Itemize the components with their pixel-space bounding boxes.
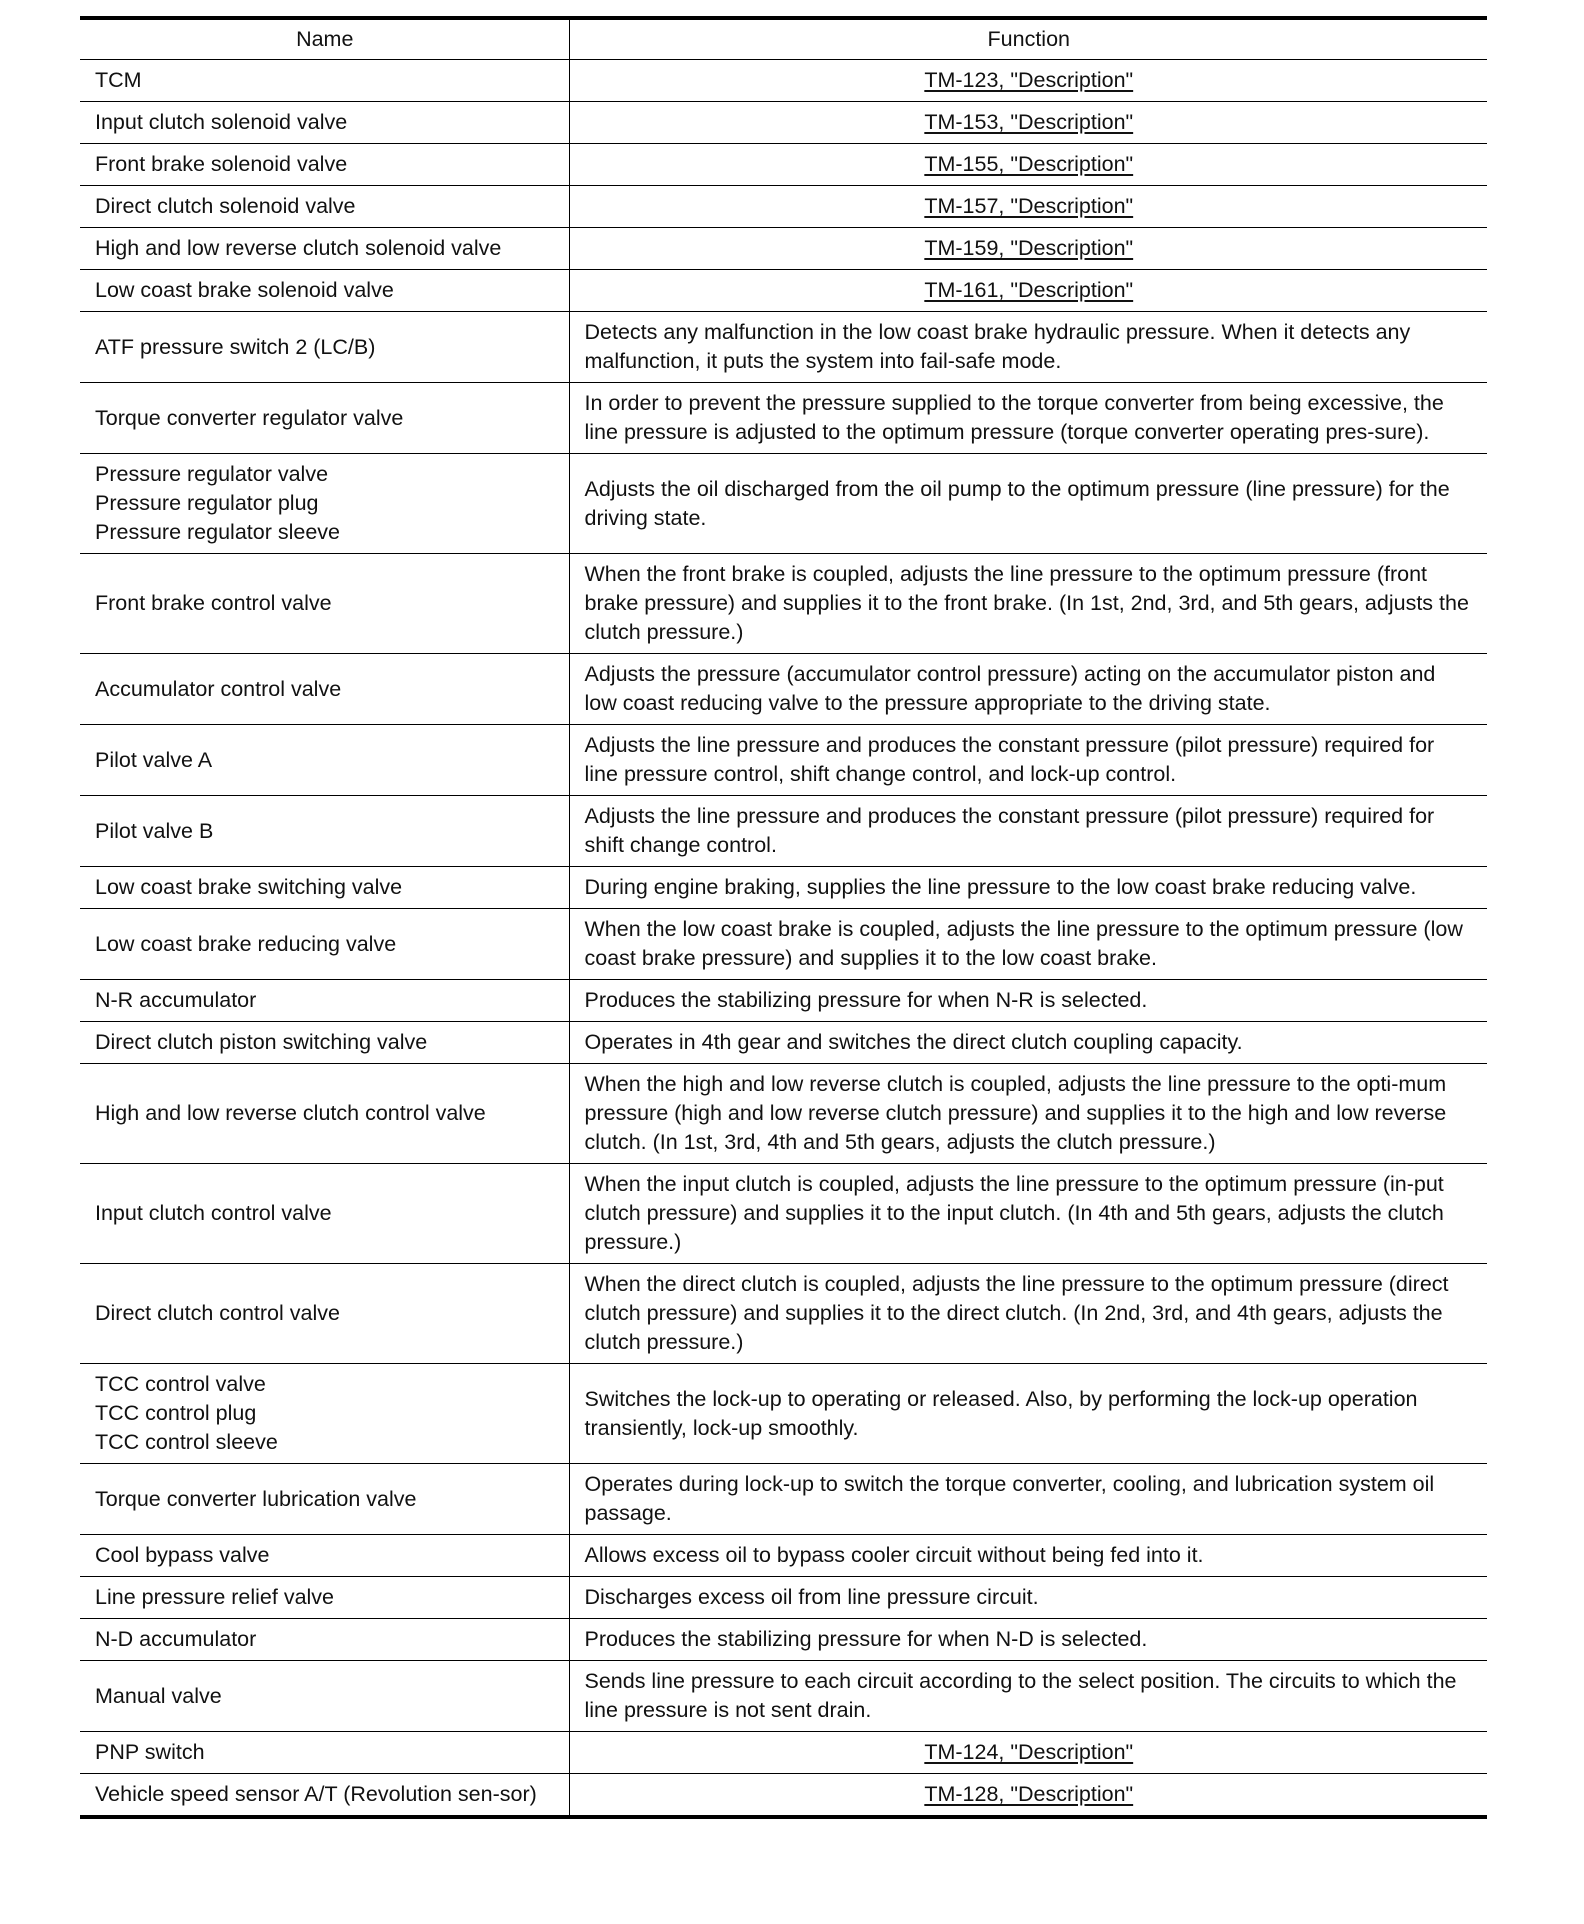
table-row <box>80 1464 1487 1535</box>
table-row <box>80 554 1487 654</box>
component-name-cell <box>80 1164 569 1264</box>
component-name: Low coast brake switching valve <box>95 875 403 899</box>
component-function-cell <box>569 796 1487 867</box>
component-name: Torque converter regulator valve <box>95 405 404 430</box>
table-row <box>80 1619 1487 1661</box>
component-name: Input clutch control valve <box>95 1201 332 1225</box>
reference-link[interactable]: TM-155, "Description" <box>924 152 1134 176</box>
table-row <box>80 144 1487 186</box>
header-name: Name <box>80 18 569 60</box>
component-function-cell <box>569 144 1487 186</box>
component-function: Detects any malfunction in the low coast brake hydraulic pressure. When it detects any malfunction, it puts the system into fail-safe mode. <box>584 320 1411 373</box>
component-name: PNP switch <box>95 1740 205 1764</box>
component-function-cell <box>569 186 1487 228</box>
table-row <box>80 60 1487 102</box>
component-function: Adjusts the line pressure and produces the constant pressure (pilot pressure) required for shift change control. <box>584 804 1435 857</box>
table-row <box>80 1364 1487 1464</box>
component-function: Adjusts the line pressure and produces the constant pressure (pilot pressure) required for line pressure control, shift change control, and lock-up control. <box>584 733 1435 786</box>
component-name-cell <box>80 867 569 909</box>
component-name: Direct clutch solenoid valve <box>95 194 356 218</box>
table-row <box>80 1164 1487 1264</box>
component-function-table <box>80 16 1487 1819</box>
component-function: When the input clutch is coupled, adjusts the line pressure to the optimum pressure (in-put clutch pressure) and supplies it to the input clutch. (In 4th and 5th gears, adjusts the clutch pressure.) <box>584 1172 1444 1254</box>
component-name-cell <box>80 654 569 725</box>
component-name: Pilot valve B <box>95 818 214 843</box>
component-function-cell <box>569 1064 1487 1164</box>
component-function-cell <box>569 1464 1487 1535</box>
component-function: Operates during lock-up to switch the torque converter, cooling, and lubrication system oil passage. <box>584 1472 1435 1525</box>
component-name-cell <box>80 144 569 186</box>
component-name-cell <box>80 1364 569 1464</box>
component-function: Adjusts the pressure (accumulator control pressure) acting on the accumulator piston and low coast reducing valve to the pressure appropriate to the driving state. <box>584 662 1436 715</box>
table-row <box>80 867 1487 909</box>
component-function-cell <box>569 1164 1487 1264</box>
table-row <box>80 1732 1487 1774</box>
component-name: TCM <box>95 68 142 92</box>
component-name: Low coast brake solenoid valve <box>95 278 394 302</box>
table-row <box>80 796 1487 867</box>
component-name-cell <box>80 1535 569 1577</box>
component-name: Low coast brake reducing valve <box>95 931 397 956</box>
component-function-cell <box>569 228 1487 270</box>
component-function: In order to prevent the pressure supplied to the torque converter from being excessive, the line pressure is adjusted to the optimum pressure (torque converter operating pres-sure). <box>584 391 1444 444</box>
component-name-cell <box>80 725 569 796</box>
reference-link[interactable]: TM-159, "Description" <box>924 236 1134 260</box>
component-function-cell <box>569 312 1487 383</box>
table-row <box>80 1774 1487 1818</box>
component-function-cell <box>569 60 1487 102</box>
component-name-cell <box>80 312 569 383</box>
component-name-cell <box>80 1577 569 1619</box>
component-function: Adjusts the oil discharged from the oil pump to the optimum pressure (line pressure) for the driving state. <box>584 476 1450 530</box>
component-name: Cool bypass valve <box>95 1543 270 1567</box>
component-name-cell <box>80 796 569 867</box>
component-name: ATF pressure switch 2 (LC/B) <box>95 334 376 359</box>
component-name: N-D accumulator <box>95 1627 257 1651</box>
component-name: Front brake control valve <box>95 591 332 615</box>
component-name: Input clutch solenoid valve <box>95 110 348 134</box>
component-function-cell <box>569 102 1487 144</box>
component-function-cell <box>569 1774 1487 1818</box>
component-function-cell <box>569 654 1487 725</box>
component-name: N-R accumulator <box>95 988 257 1012</box>
component-name: Direct clutch control valve <box>95 1301 340 1325</box>
component-name: High and low reverse clutch solenoid valve <box>95 236 502 260</box>
reference-link[interactable]: TM-161, "Description" <box>924 278 1134 302</box>
component-function-cell <box>569 1022 1487 1064</box>
table-row <box>80 654 1487 725</box>
component-function: Switches the lock-up to operating or released. Also, by performing the lock-up operation transiently, lock-up smoothly. <box>584 1386 1418 1440</box>
component-function: Produces the stabilizing pressure for when N-D is selected. <box>584 1627 1148 1651</box>
table-row <box>80 1264 1487 1364</box>
table-header-row <box>80 18 1487 60</box>
component-name-cell <box>80 454 569 554</box>
component-function-cell <box>569 1264 1487 1364</box>
table-row <box>80 1577 1487 1619</box>
component-function-cell <box>569 454 1487 554</box>
component-function-cell <box>569 1661 1487 1732</box>
component-function-cell <box>569 1619 1487 1661</box>
component-name: High and low reverse clutch control valve <box>95 1101 486 1125</box>
component-function: Sends line pressure to each circuit according to the select position. The circuits to which the line pressure is not sent drain. <box>584 1669 1457 1722</box>
header-function: Function <box>569 18 1487 60</box>
component-name: Pilot valve A <box>95 747 213 772</box>
component-name-cell <box>80 1619 569 1661</box>
component-name: Pressure regulator valve Pressure regulator plug Pressure regulator sleeve <box>95 462 340 544</box>
table-row <box>80 1535 1487 1577</box>
component-function: Operates in 4th gear and switches the direct clutch coupling capacity. <box>584 1030 1243 1054</box>
component-name-cell <box>80 1064 569 1164</box>
table-row <box>80 1022 1487 1064</box>
component-name-cell <box>80 1022 569 1064</box>
table-row <box>80 270 1487 312</box>
component-name-cell <box>80 909 569 980</box>
component-name-cell <box>80 1661 569 1732</box>
component-function-cell <box>569 1364 1487 1464</box>
component-name-cell <box>80 270 569 312</box>
table-row <box>80 228 1487 270</box>
component-function: Allows excess oil to bypass cooler circuit without being fed into it. <box>584 1543 1204 1567</box>
component-function: When the front brake is coupled, adjusts the line pressure to the optimum pressure (front brake pressure) and supplies it to the front brake. (In 1st, 2nd, 3rd, and 5th gears, adjusts the clutch pressure.) <box>584 562 1469 644</box>
component-name: Front brake solenoid valve <box>95 152 348 176</box>
component-name-cell <box>80 1732 569 1774</box>
component-function-cell <box>569 867 1487 909</box>
table-row <box>80 909 1487 980</box>
component-name: Manual valve <box>95 1683 222 1708</box>
component-name-cell <box>80 60 569 102</box>
reference-link[interactable]: TM-123, "Description" <box>924 68 1134 92</box>
table-row <box>80 725 1487 796</box>
component-name-cell <box>80 1774 569 1818</box>
table-row <box>80 1064 1487 1164</box>
component-name-cell <box>80 383 569 454</box>
component-function-cell <box>569 980 1487 1022</box>
component-function: Produces the stabilizing pressure for when N-R is selected. <box>584 988 1148 1012</box>
table-row <box>80 383 1487 454</box>
table-row <box>80 454 1487 554</box>
component-function-cell <box>569 554 1487 654</box>
component-function: Discharges excess oil from line pressure circuit. <box>584 1585 1039 1609</box>
table-row <box>80 1661 1487 1732</box>
reference-link[interactable]: TM-157, "Description" <box>924 194 1134 218</box>
component-name: Vehicle speed sensor A/T (Revolution sen-sor) <box>95 1782 537 1806</box>
component-function: When the high and low reverse clutch is coupled, adjusts the line pressure to the opti-mum pressure (high and low reverse clutch pressure) and supplies it to the high and low reverse clutch. (In 1st, 3rd, 4th and 5th gears, adjusts the clutch pressure.) <box>584 1072 1447 1154</box>
component-function: When the low coast brake is coupled, adjusts the line pressure to the optimum pressure (low coast brake pressure) and supplies it to the low coast brake. <box>584 917 1463 970</box>
component-function-cell <box>569 1535 1487 1577</box>
component-name: Direct clutch piston switching valve <box>95 1030 428 1054</box>
component-function-cell <box>569 1732 1487 1774</box>
component-function: During engine braking, supplies the line pressure to the low coast brake reducing valve. <box>584 875 1417 899</box>
component-name-cell <box>80 186 569 228</box>
table-row <box>80 102 1487 144</box>
component-name-cell <box>80 1264 569 1364</box>
component-name: TCC control valve TCC control plug TCC control sleeve <box>95 1372 278 1454</box>
component-name-cell <box>80 554 569 654</box>
component-name-cell <box>80 1464 569 1535</box>
component-name: Torque converter lubrication valve <box>95 1486 417 1511</box>
reference-link[interactable]: TM-153, "Description" <box>924 110 1134 134</box>
component-function: When the direct clutch is coupled, adjusts the line pressure to the optimum pressure (direct clutch pressure) and supplies it to the direct clutch. (In 2nd, 3rd, and 4th gears, adjusts the clutch pressure.) <box>584 1272 1449 1354</box>
component-function-cell <box>569 383 1487 454</box>
component-name: Line pressure relief valve <box>95 1585 335 1609</box>
component-name: Accumulator control valve <box>95 676 342 701</box>
component-name-cell <box>80 228 569 270</box>
component-name-cell <box>80 980 569 1022</box>
reference-link[interactable]: TM-124, "Description" <box>924 1740 1134 1764</box>
component-function-cell <box>569 1577 1487 1619</box>
component-function-cell <box>569 270 1487 312</box>
component-name-cell <box>80 102 569 144</box>
table-row <box>80 186 1487 228</box>
table-row <box>80 980 1487 1022</box>
component-function-cell <box>569 909 1487 980</box>
component-function-cell <box>569 725 1487 796</box>
reference-link[interactable]: TM-128, "Description" <box>924 1782 1134 1806</box>
table-row <box>80 312 1487 383</box>
